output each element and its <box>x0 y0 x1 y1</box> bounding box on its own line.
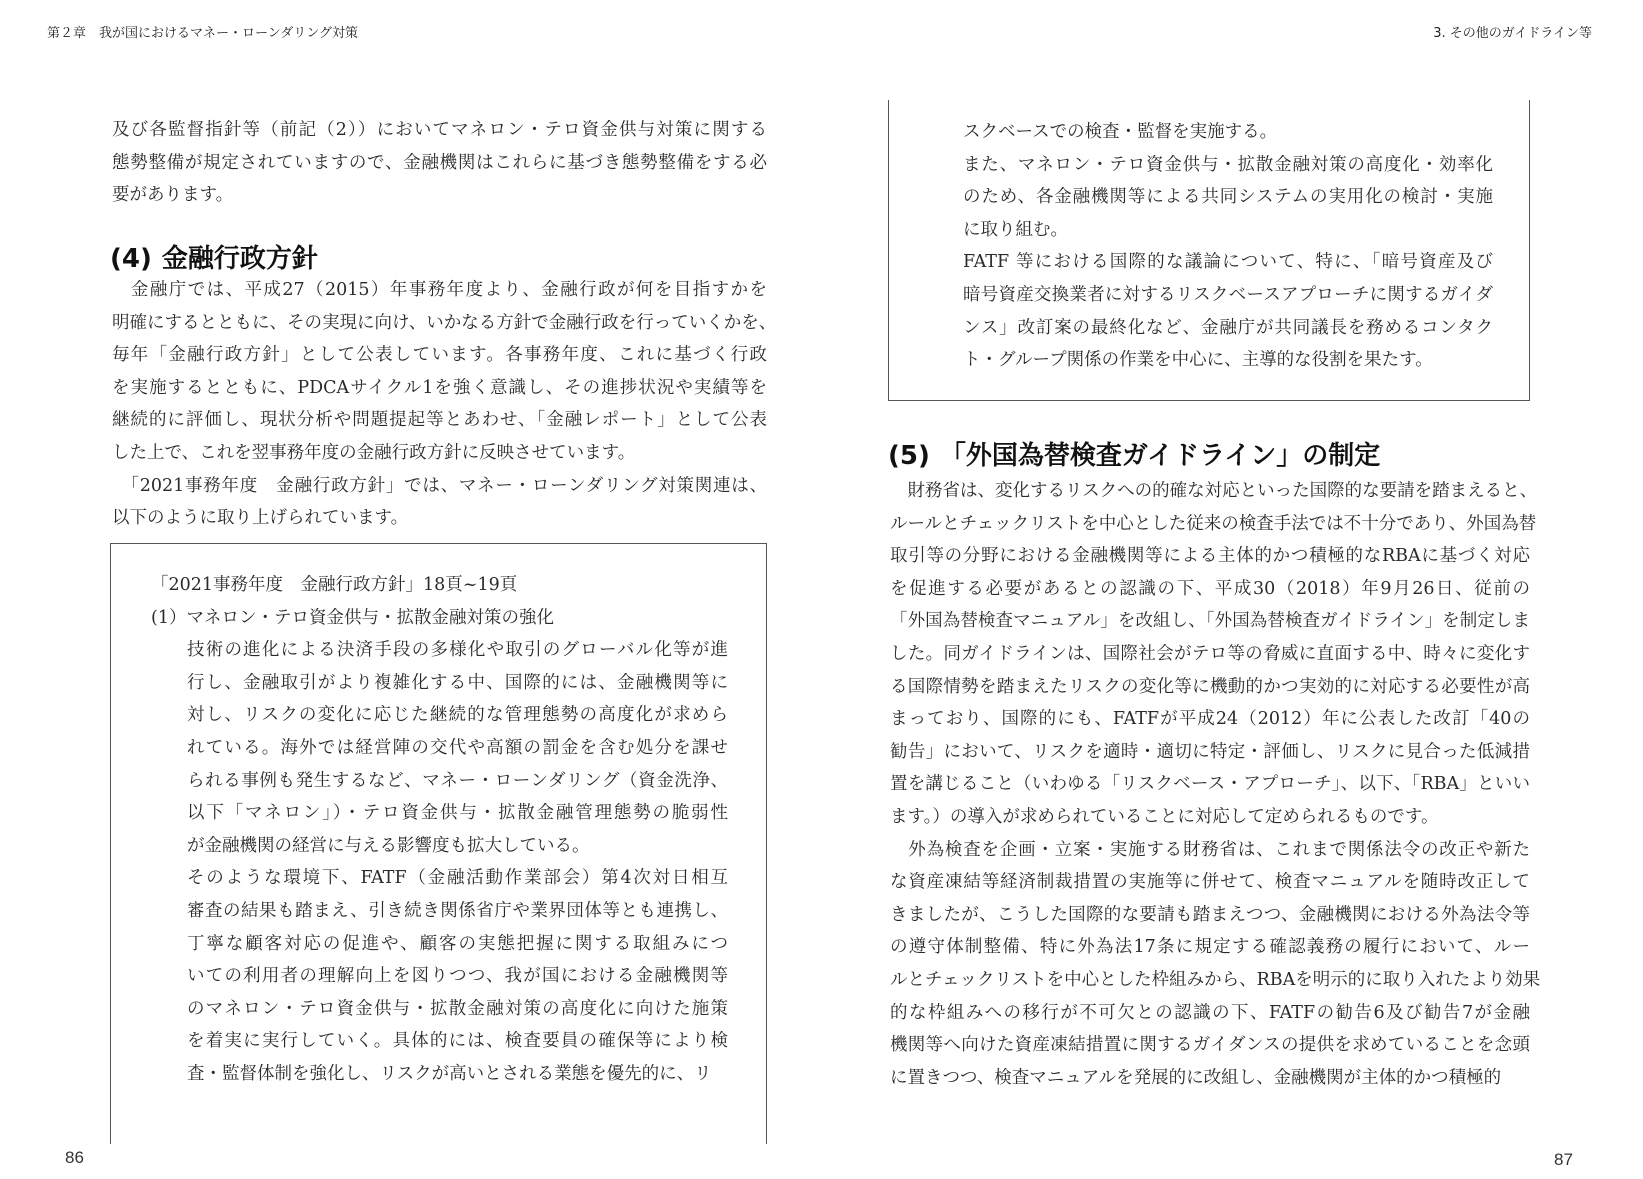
text-line: 毎年「金融行政方針」として公表しています。各事務年度、これに基づく行政 <box>112 345 767 366</box>
text-line: のマネロン・テロ資金供与・拡散金融対策の高度化に向けた施策 <box>187 998 728 1019</box>
page-number-right: 87 <box>1554 1150 1573 1169</box>
text-line: 明確にするとともに、その実現に向け、いかなる方針で金融行政を行っていくかを、 <box>112 312 777 333</box>
text-line: 以下「マネロン」）・テロ資金供与・拡散金融管理態勢の脆弱性 <box>187 803 728 824</box>
text-line: 継続的に評価し、現状分析や問題提起等とあわせ、「金融レポート」として公表 <box>112 410 767 431</box>
text-line: 行し、金融取引がより複雑化する中、国際的には、金融機関等に <box>187 672 728 693</box>
text-line: 査・監督体制を強化し、リスクが高いとされる業態を優先的に、リ <box>187 1063 712 1084</box>
text-line: る国際情勢を踏まえたリスクの変化等に機動的かつ実効的に対応する必要性が高 <box>890 676 1530 697</box>
text-line: れている。海外では経営陣の交代や高額の罰金を含む処分を課せ <box>187 737 728 758</box>
text-line: を着実に実行していく。具体的には、検査要員の確保等により検 <box>187 1031 728 1052</box>
text-line: した上で、これを翌事務年度の金融行政方針に反映させています。 <box>112 442 636 463</box>
text-line: ンス」改訂案の最終化など、金融庁が共同議長を務めるコンタク <box>963 317 1493 338</box>
text-line: そのような環境下、FATF（金融活動作業部会）第4次対日相互 <box>187 868 728 889</box>
text-line: に取り組む。 <box>963 219 1068 240</box>
text-line: 「外国為替検査マニュアル」を改組し、「外国為替検査ガイドライン」を制定しま <box>890 611 1530 632</box>
text-line: を促進する必要があるとの認識の下、平成30（2018）年9月26日、従前の <box>890 578 1530 599</box>
text-line: 以下のように取り上げられています。 <box>112 508 409 529</box>
body-text-left <box>112 274 777 535</box>
page-number-left: 86 <box>65 1148 84 1167</box>
section-title: 金融行政方針 <box>161 244 318 274</box>
text-line: 取引等の分野における金融機関等による主体的かつ積極的なRBAに基づく対応 <box>890 546 1530 567</box>
text-line: ルールとチェックリストを中心とした従来の検査手法では不十分であり、外国為替 <box>890 513 1537 534</box>
quote-box-header <box>151 569 728 634</box>
text-line: いての利用者の理解向上を図りつつ、我が国における金融機関等 <box>187 966 728 987</box>
running-head-right: 3. その他のガイドライン等 <box>1433 26 1592 41</box>
text-line: 審査の結果も踏まえ、引き続き関係省庁や業界団体等とも連携し、 <box>187 900 728 921</box>
text-line: を実施するとともに、PDCAサイクル1を強く意識し、その進捗状況や実績等を <box>112 377 767 398</box>
running-head-left: 第２章 我が国におけるマネー・ローンダリング対策 <box>47 26 358 41</box>
text-line: 丁寧な顧客対応の促進や、顧客の実態把握に関する取組みにつ <box>187 933 728 954</box>
section-title: 「外国為替検査ガイドライン」の制定 <box>939 441 1381 471</box>
text-line: 「2021事務年度 金融行政方針」では、マネー・ローンダリング対策関連は、 <box>112 475 767 496</box>
text-line: 勧告」において、リスクを適時・適切に特定・評価し、リスクに見合った低減措 <box>890 741 1530 762</box>
section-heading-4 <box>110 238 318 275</box>
text-line: した。同ガイドラインは、国際社会がテロ等の脅威に直面する中、時々に変化す <box>890 643 1530 664</box>
text-line: 外為検査を企画・立案・実施する財務省は、これまで関係法令の改正や新た <box>890 839 1530 860</box>
text-line: 暗号資産交換業者に対するリスクベースアプローチに関するガイダ <box>963 284 1493 305</box>
quote-box-continued <box>963 116 1493 377</box>
section-number: (4) <box>110 244 152 274</box>
quote-source: 「2021事務年度 金融行政方針」18頁~19頁 <box>151 575 518 595</box>
text-line: 財務省は、変化するリスクへの的確な対応といった国際的な要請を踏まえると、 <box>890 481 1538 501</box>
text-line: な資産凍結等経済制裁措置の実施等に併せて、検査マニュアルを随時改正して <box>890 872 1530 893</box>
text-line: 機関等へ向けた資産凍結措置に関するガイダンスの提供を求めていることを念頭 <box>890 1035 1530 1056</box>
intro-paragraph <box>112 114 767 212</box>
text-line: ルとチェックリストを中心とした枠組みから、RBAを明示的に取り入れたより効果 <box>890 969 1541 990</box>
quote-box-body <box>187 634 728 1090</box>
text-line: 要があります。 <box>112 185 234 206</box>
text-line: 置を講じること（いわゆる「リスクベース・アプローチ」、以下、「RBA」といい <box>890 774 1530 795</box>
text-line: スクベースでの検査・監督を実施する。 <box>963 122 1278 142</box>
text-line: の遵守体制整備、特に外為法17条に規定する確認義務の履行において、ルー <box>890 937 1530 958</box>
text-line: のため、各金融機関等による共同システムの実用化の検討・実施 <box>963 187 1493 208</box>
text-line: が金融機関の経営に与える影響度も拡大している。 <box>187 835 590 856</box>
text-line: 及び各監督指針等（前記（2））においてマネロン・テロ資金供与対策に関する <box>112 120 767 140</box>
section-heading-5 <box>888 435 1380 472</box>
text-line: また、マネロン・テロ資金供与・拡散金融対策の高度化・効率化 <box>963 154 1493 175</box>
text-line: ます。）の導入が求められていることに対応して定められるものです。 <box>890 806 1439 827</box>
text-line: られる事例も発生するなど、マネー・ローンダリング（資金洗浄、 <box>187 770 728 791</box>
text-line: 的な枠組みへの移行が不可欠との認識の下、FATFの勧告6及び勧告7が金融 <box>890 1002 1530 1023</box>
text-line: FATF 等における国際的な議論について、特に、「暗号資産及び <box>963 252 1493 273</box>
body-text-right <box>890 475 1541 1094</box>
text-line: に置きつつ、検査マニュアルを発展的に改組し、金融機関が主体的かつ積極的 <box>890 1067 1502 1088</box>
text-line: 態勢整備が規定されていますので、金融機関はこれらに基づき態勢整備をする必 <box>112 152 767 173</box>
text-line: まっており、国際的にも、FATFが平成24（2012）年に公表した改訂「40の <box>890 709 1530 730</box>
text-line: 金融庁では、平成27（2015）年事務年度より、金融行政が何を目指すかを <box>112 280 767 300</box>
section-number: (5) <box>888 441 930 471</box>
text-line: ト・グループ関係の作業を中心に、主導的な役割を果たす。 <box>963 350 1433 371</box>
text-line: 技術の進化による決済手段の多様化や取引のグローバル化等が進 <box>187 640 728 661</box>
quote-item-title: (1）マネロン・テロ資金供与・拡散金融対策の強化 <box>151 607 554 628</box>
text-line: きましたが、こうした国際的な要請も踏まえつつ、金融機関における外為法令等 <box>890 904 1530 925</box>
text-line: 対し、リスクの変化に応じた継続的な管理態勢の高度化が求めら <box>187 705 728 726</box>
